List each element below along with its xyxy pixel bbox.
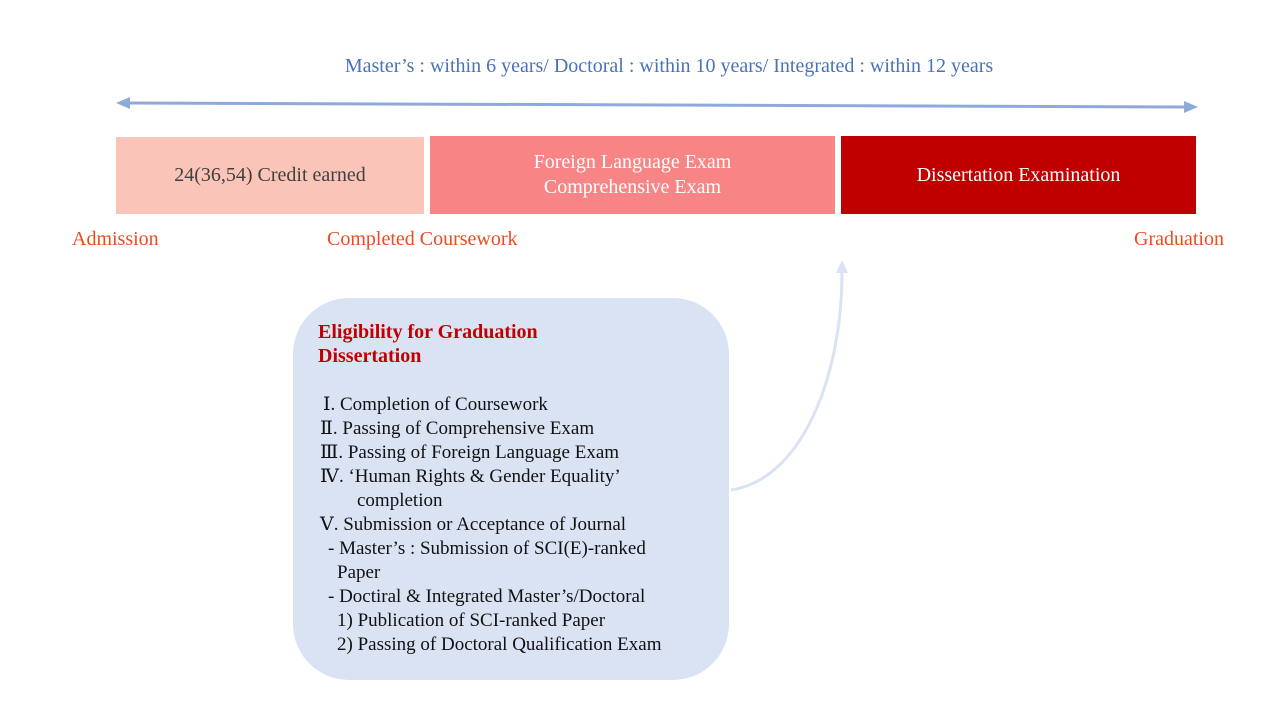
eligibility-item-2: Ⅱ. Passing of Comprehensive Exam [320,418,595,439]
eligibility-title-line1: Eligibility for Graduation [318,321,538,343]
eligibility-item-3: Ⅲ. Passing of Foreign Language Exam [320,442,620,463]
eligibility-sub-masters-cont: Paper [337,562,381,583]
stage-exams-line1: Foreign Language Exam [533,151,732,173]
milestone-admission: Admission [72,228,159,250]
duration-caption: Master’s : within 6 years/ Doctoral : within 10 years/ Integrated : within 12 years [344,55,994,77]
stage-credits-label: 24(36,54) Credit earned [174,164,366,186]
milestone-graduation: Graduation [1134,228,1224,250]
eligibility-sub-doctoral: - Doctiral & Integrated Master’s/Doctoral [328,586,646,607]
eligibility-item-1: Ⅰ. Completion of Coursework [323,394,548,415]
stage-dissertation-label: Dissertation Examination [916,163,1121,186]
eligibility-sub-doctoral-1: 1) Publication of SCI-ranked Paper [337,610,606,631]
stage-exams-line2: Comprehensive Exam [543,176,722,198]
eligibility-item-4-cont: completion [357,490,443,511]
eligibility-item-4: Ⅳ. ‘Human Rights & Gender Equality’ [320,466,621,487]
eligibility-item-5: Ⅴ. Submission or Acceptance of Journal [320,514,627,535]
eligibility-sub-doctoral-2: 2) Passing of Doctoral Qualification Exam [337,634,662,655]
eligibility-title [318,320,638,368]
connector-arrow-head [836,260,848,273]
eligibility-sub-masters: - Master’s : Submission of SCI(E)-ranked [328,538,646,559]
milestone-completed-coursework: Completed Coursework [327,228,518,250]
eligibility-title-line2: Dissertation [318,345,422,367]
